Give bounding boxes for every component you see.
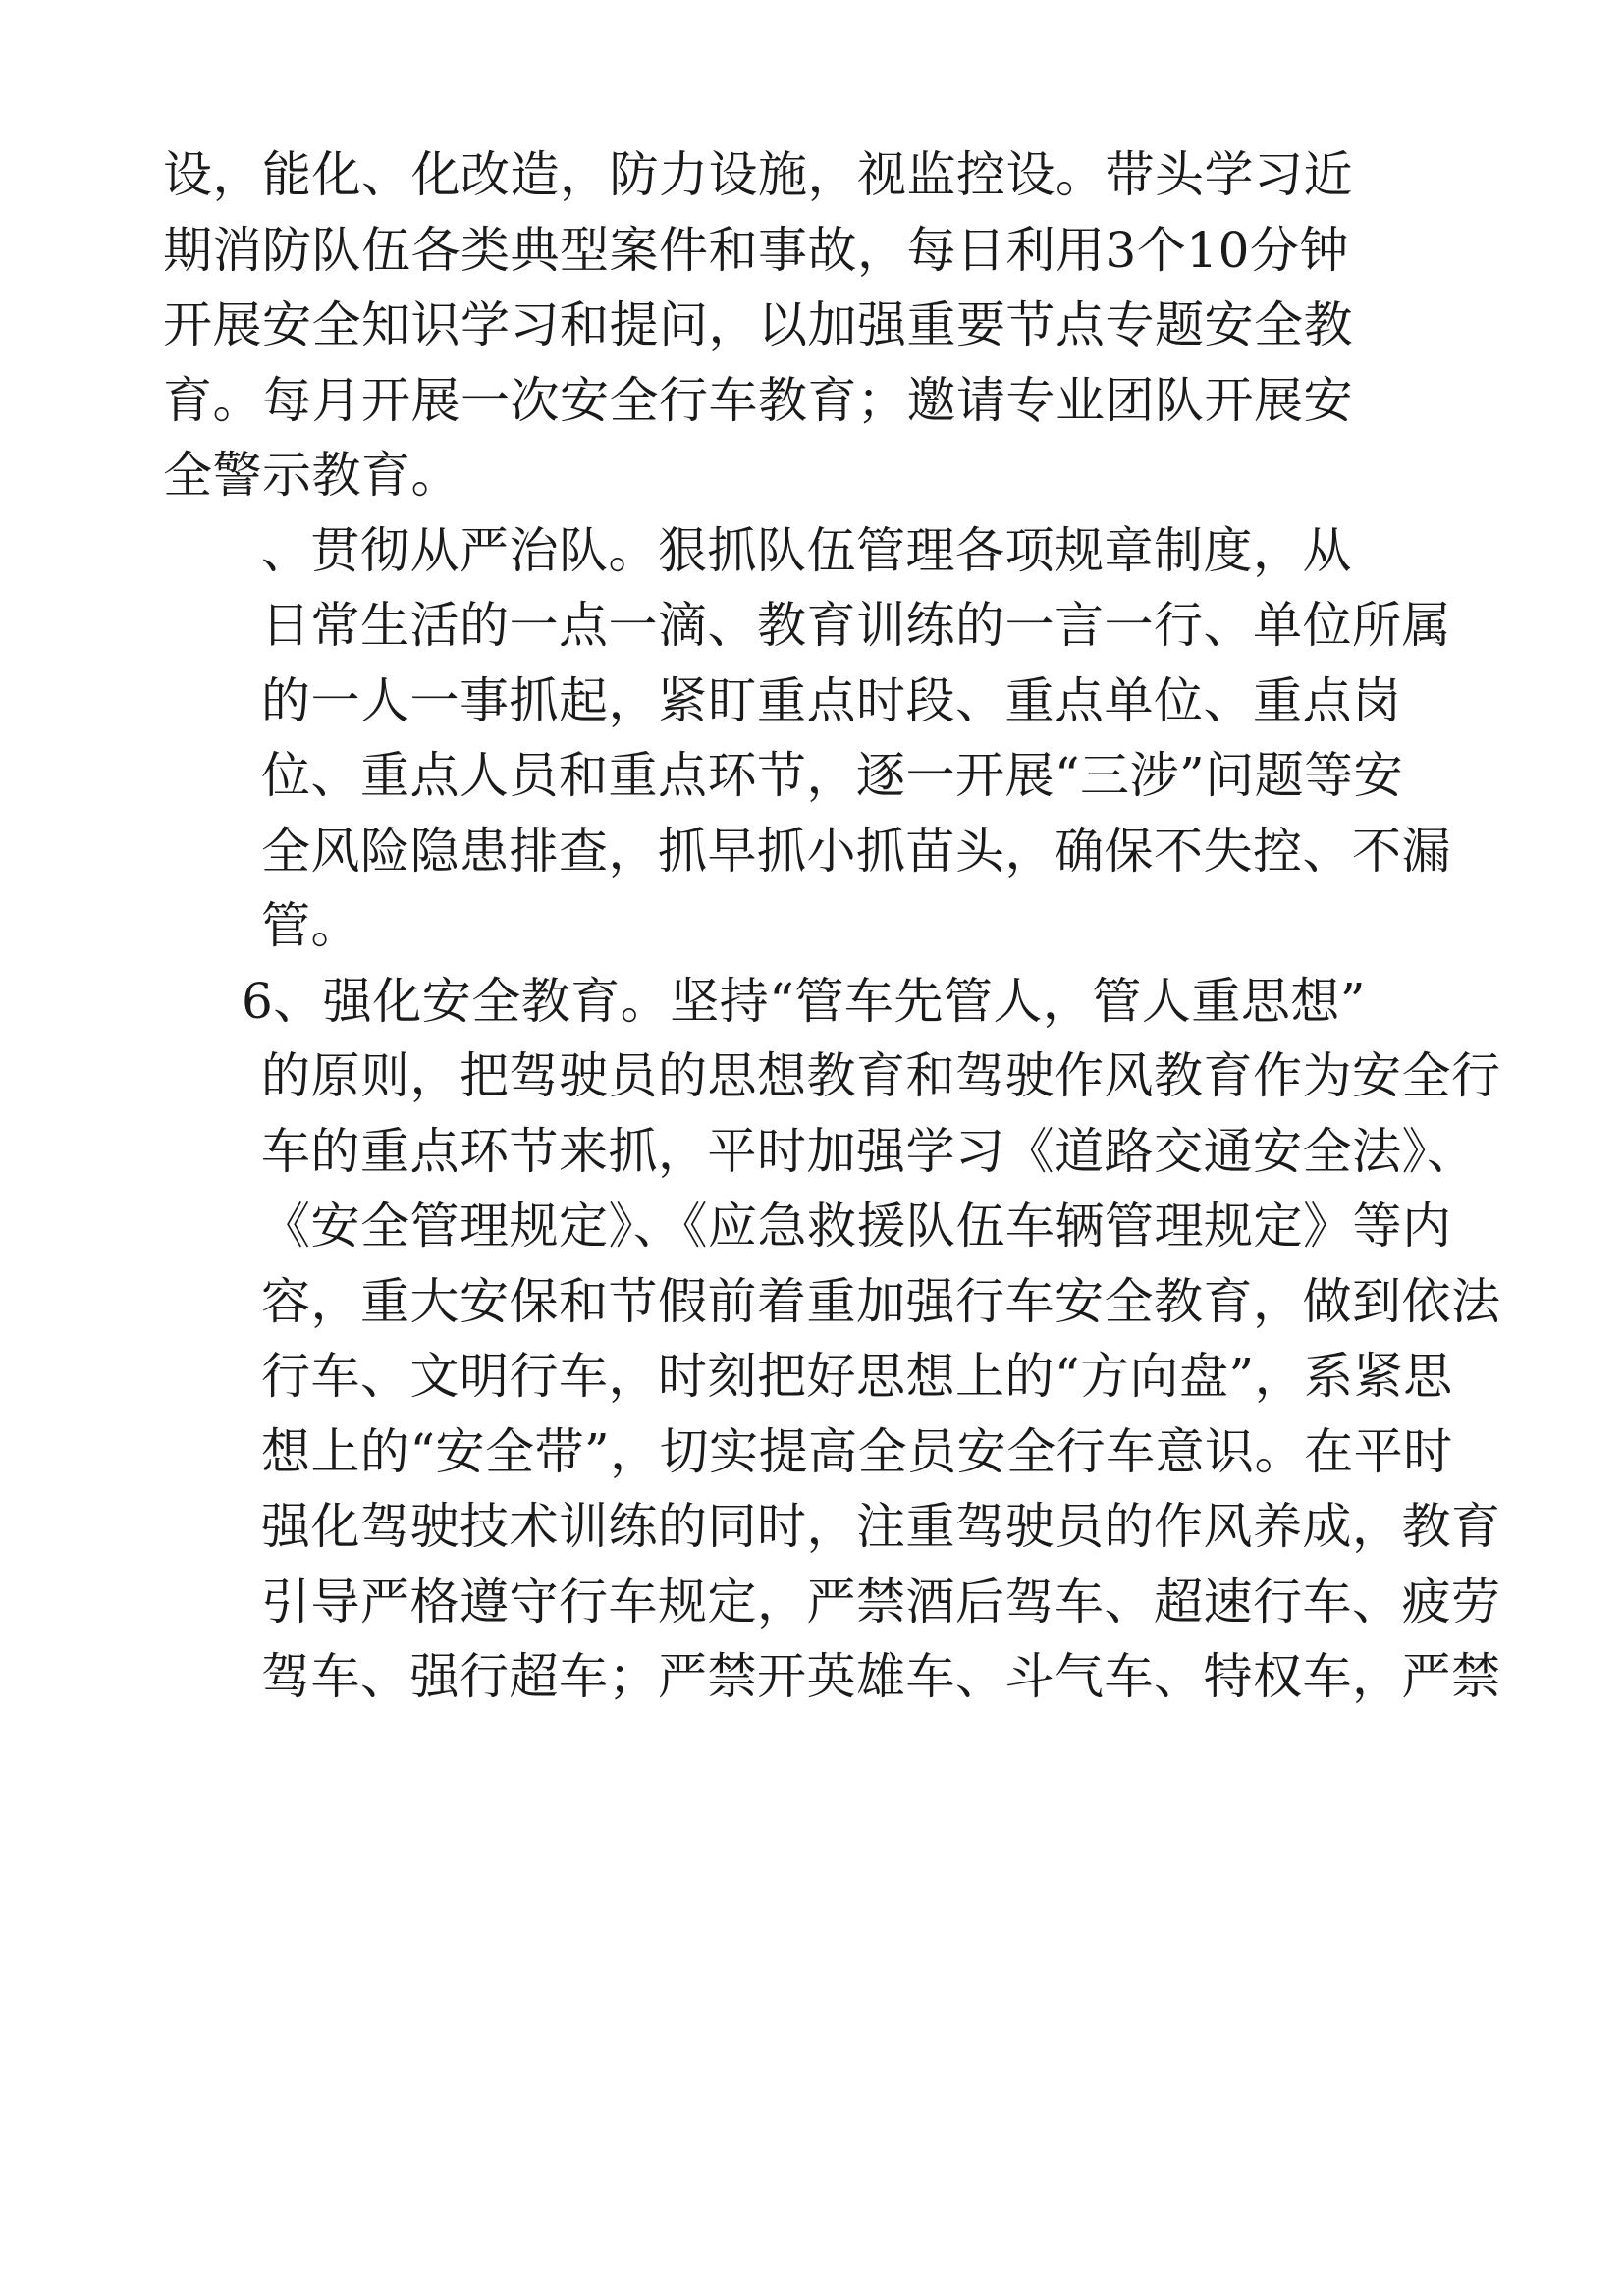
text-line: 驾车、强行超车；严禁开英雄车、斗气车、特权车，严禁: [261, 1648, 1501, 1705]
text-line: 育。每月开展一次安全行车教育；邀请专业团队开展安: [163, 371, 1353, 429]
text-line: 开展安全知识学习和提问，以加强重要节点专题安全教: [163, 296, 1353, 353]
paragraph-1: [163, 137, 1461, 513]
text-line: 想上的“安全带”，切实提高全员安全行车意识。在平时: [261, 1422, 1453, 1480]
text-line: 强化驾驶技术训练的同时，注重驾驶员的作风养成，教育: [261, 1498, 1501, 1555]
text-line: 管。: [261, 897, 360, 954]
text-line: 引导严格遵守行车规定，严禁酒后驾车、超速行车、疲劳: [261, 1573, 1501, 1630]
paragraph-3: [163, 964, 1501, 1715]
text-line: 《安全管理规定》、《应急救援队伍车辆管理规定》等内: [261, 1198, 1452, 1255]
text-line: 、贯彻从严治队。狠抓队伍管理各项规章制度，从: [261, 521, 1352, 579]
text-line: 期消防队伍各类典型案件和事故，每日利用3个10分钟: [163, 221, 1349, 279]
text-line: 全警示教育。: [163, 447, 460, 504]
text-line: 的一人一事抓起，紧盯重点时段、重点单位、重点岗: [261, 671, 1402, 729]
text-line: 6、强化安全教育。坚持“管车先管人，管人重思想”: [242, 972, 1366, 1030]
paragraph-2: [163, 513, 1461, 964]
document-body: [163, 137, 1501, 1715]
text-line: 设，能化、化改造，防力设施，视监控设。带头学习近: [163, 146, 1353, 203]
text-line: 的原则，把驾驶员的思想教育和驾驶作风教育作为安全行: [261, 1047, 1501, 1104]
text-line: 位、重点人员和重点环节，逐一开展“三涉”问题等安: [261, 747, 1404, 804]
text-line: 容，重大安保和节假前着重加强行车安全教育，做到依法: [261, 1272, 1501, 1330]
text-line: 日常生活的一点一滴、教育训练的一言一行、单位所属: [261, 597, 1451, 654]
text-line: 全风险隐患排查，抓早抓小抓苗头，确保不失控、不漏: [261, 822, 1451, 880]
text-line: 车的重点环节来抓，平时加强学习《道路交通安全法》、: [261, 1122, 1477, 1180]
text-line: 行车、文明行车，时刻把好思想上的“方向盘”，系紧思: [261, 1348, 1453, 1405]
